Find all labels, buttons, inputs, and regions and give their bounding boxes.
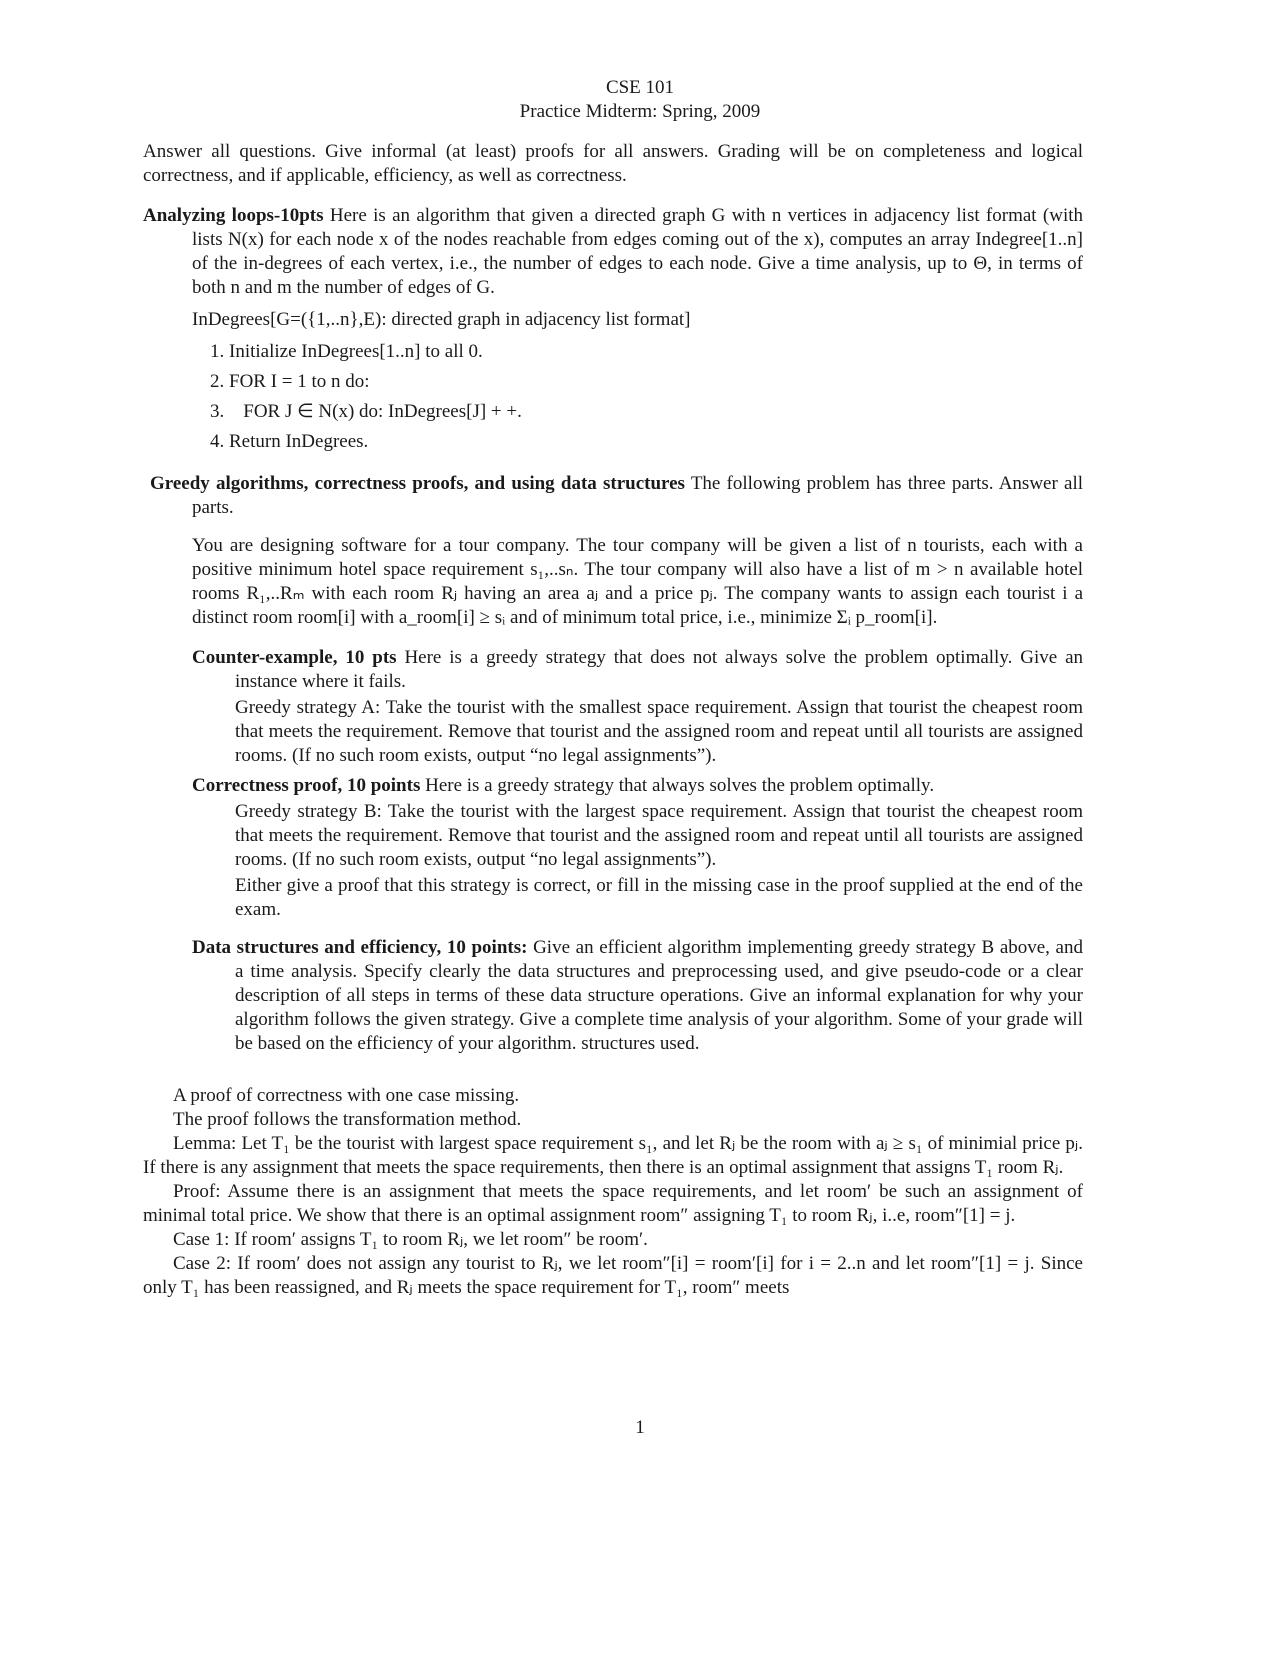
proof-body: Proof: Assume there is an assignment that meets the space requirements, and let room′ be such an assignment of minimal total price. We show that there is an optimal assignment room″ assigning T₁ to room Rⱼ, i..e, room″[1] = j. xyxy=(143,1181,1083,1226)
part-heading: Data structures and efficiency, 10 points: xyxy=(192,937,528,958)
question-2-text: The following problem has three parts. Answer all parts. xyxy=(192,473,1083,518)
question-2-heading: Greedy algorithms, correctness proofs, and using data structures xyxy=(150,473,685,494)
algorithm-step: 1. Initialize InDegrees[1..n] to all 0. xyxy=(210,341,483,362)
case-2: Case 2: If room′ does not assign any tourist to Rⱼ, we let room″[i] = room′[i] for i = 2..n and let room″[1] = j. Since only T₁ has been reassigned, and Rⱼ meets the space requirement for T₁, room″ meets xyxy=(143,1253,1083,1298)
question-1 xyxy=(143,204,1083,300)
part-heading: Counter-example, 10 pts xyxy=(192,647,397,668)
proof-line: A proof of correctness with one case missing. xyxy=(173,1085,520,1106)
instructions: Answer all questions. Give informal (at least) proofs for all answers. Grading will be on completeness and logical correctness, and if applicable, efficiency, as well as correctness. xyxy=(143,141,1083,186)
part-data-structures xyxy=(192,936,1083,1056)
strategy-b: Greedy strategy B: Take the tourist with the largest space requirement. Assign that tourist the cheapest room that meets the requirement. Remove that tourist and the assigned room and repeat until all tourists are assigned rooms. (If no such room exists, output “no legal assignments”). xyxy=(235,801,1083,870)
algorithm-step: 2. FOR I = 1 to n do: xyxy=(210,371,370,392)
algorithm-step: 4. Return InDegrees. xyxy=(210,431,369,452)
part-text: Here is a greedy strategy that always solves the problem optimally. xyxy=(420,775,935,796)
course-title: CSE 101 xyxy=(605,77,675,98)
proof-line: The proof follows the transformation method. xyxy=(173,1109,522,1130)
part-heading: Correctness proof, 10 points xyxy=(192,775,421,796)
question-2 xyxy=(143,472,1083,520)
algorithm-step: 3. FOR J ∈ N(x) do: InDegrees[J] + +. xyxy=(210,401,522,422)
case-1: Case 1: If room′ assigns T₁ to room Rⱼ, we let room″ be room′. xyxy=(173,1229,648,1250)
lemma: Lemma: Let T₁ be the tourist with largest space requirement s₁, and let Rⱼ be the room with aⱼ ≥ s₁ of minimial price pⱼ. If there is any assignment that meets the space requirements, then there is an optimal assignment that assigns T₁ room Rⱼ. xyxy=(143,1133,1083,1178)
proof-section xyxy=(143,1084,1083,1300)
question-1-heading: Analyzing loops-10pts xyxy=(143,205,324,226)
algorithm-signature: InDegrees[G=({1,..n},E): directed graph in adjacency list format] xyxy=(192,309,691,330)
strategy-a: Greedy strategy A: Take the tourist with the smallest space requirement. Assign that tourist the cheapest room that meets the requirement. Remove that tourist and the assigned room and repeat until all tourists are assigned rooms. (If no such room exists, output “no legal assignments”). xyxy=(235,697,1083,766)
problem-statement: You are designing software for a tour company. The tour company will be given a list of n tourists, each with a positive minimum hotel space requirement s₁,..sₙ. The tour company will also have a list of m > n available hotel rooms R₁,..Rₘ with each room Rⱼ having an area aⱼ and a price pⱼ. The company wants to assign each tourist i a distinct room room[i] with a_room[i] ≥ sᵢ and of minimum total price, i.e., minimize Σᵢ p_room[i]. xyxy=(192,535,1083,628)
page-number: 1 xyxy=(635,1417,645,1438)
part-correctness-proof xyxy=(192,774,1083,798)
part-text: Give an efficient algorithm implementing greedy strategy B above, and a time analysis. Specify clearly the data structures and preprocessing used, and give pseudo-code or a clear description of all steps in terms of these data structure operations. Give an informal explanation for why your algorithm follows the given strategy. Give a complete time analysis of your algorithm. Some of your grade will be based on the efficiency of your algorithm. structures used. xyxy=(235,937,1083,1054)
exam-title: Practice Midterm: Spring, 2009 xyxy=(519,101,761,122)
proof-instructions: Either give a proof that this strategy is correct, or fill in the missing case in the proof supplied at the end of the exam. xyxy=(235,875,1083,920)
part-text: Here is a greedy strategy that does not always solve the problem optimally. Give an instance where it fails. xyxy=(235,647,1084,692)
question-1-text: Here is an algorithm that given a directed graph G with n vertices in adjacency list format (with lists N(x) for each node x of the nodes reachable from edges coming out of the x), computes an array Indegree[1..n] of the in-degrees of each vertex, i.e., the number of edges to each node. Give a time analysis, up to Θ, in terms of both n and m the number of edges of G. xyxy=(192,205,1084,298)
part-counter-example xyxy=(192,646,1083,694)
